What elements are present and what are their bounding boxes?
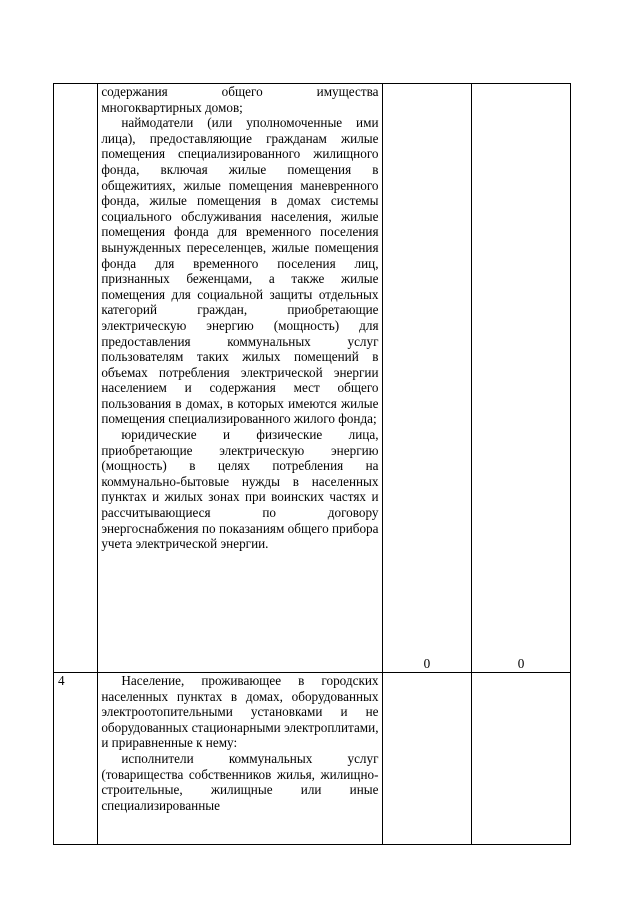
table-row	[54, 673, 571, 845]
description-paragraph: Население, проживающее в городских населенных пунктах в домах, оборудованных электроотопительными установками и не оборудованных стационарными электроплитами, и приравненные к нему:	[101, 673, 379, 751]
value-cell-1: 0	[382, 84, 472, 673]
value-cell-1	[382, 673, 472, 845]
description-paragraph: содержания общего имущества многоквартирных домов;	[101, 84, 379, 115]
description-cell	[98, 673, 382, 845]
description-paragraph: наймодатели (или уполномоченные ими лица), предоставляющие гражданам жилые помещения специализированного жилищного фонда, включая жилые помещения в общежитиях, жилые помещения маневренного фонда, жилые помещения в домах системы социального обслуживания населения, жилые помещения фонда для временного поселения вынужденных переселенцев, жилые помещения фонда для временного поселения лиц, признанных беженцами, а также жилые помещения для социальной защиты отдельных категорий граждан, приобретающие электрическую энергию (мощность) для предоставления коммунальных услуг пользователям таких жилых помещений в объемах потребления электрической энергии населением и содержания мест общего пользования в домах, в которых имеются жилые помещения специализированного жилого фонда;	[101, 115, 379, 427]
description-paragraph: исполнители коммунальных услуг (товарищества собственников жилья, жилищно-строительные, жилищные или иные специализированные	[101, 750, 379, 813]
description-paragraph: юридические и физические лица, приобретающие электрическую энергию (мощность) в целях потребления на коммунально-бытовые нужды в населенных пунктах и жилых зонах при воинских частях и рассчитывающиеся по договору энергоснабжения по показаниям общего прибора учета электрической энергии.	[101, 427, 379, 552]
description-cell	[98, 84, 382, 673]
row-number-cell	[54, 84, 98, 673]
row-number-cell: 4	[54, 673, 98, 845]
value-cell-2	[472, 673, 571, 845]
tariff-table	[53, 83, 571, 845]
value-cell-2: 0	[472, 84, 571, 673]
table-row	[54, 84, 571, 673]
